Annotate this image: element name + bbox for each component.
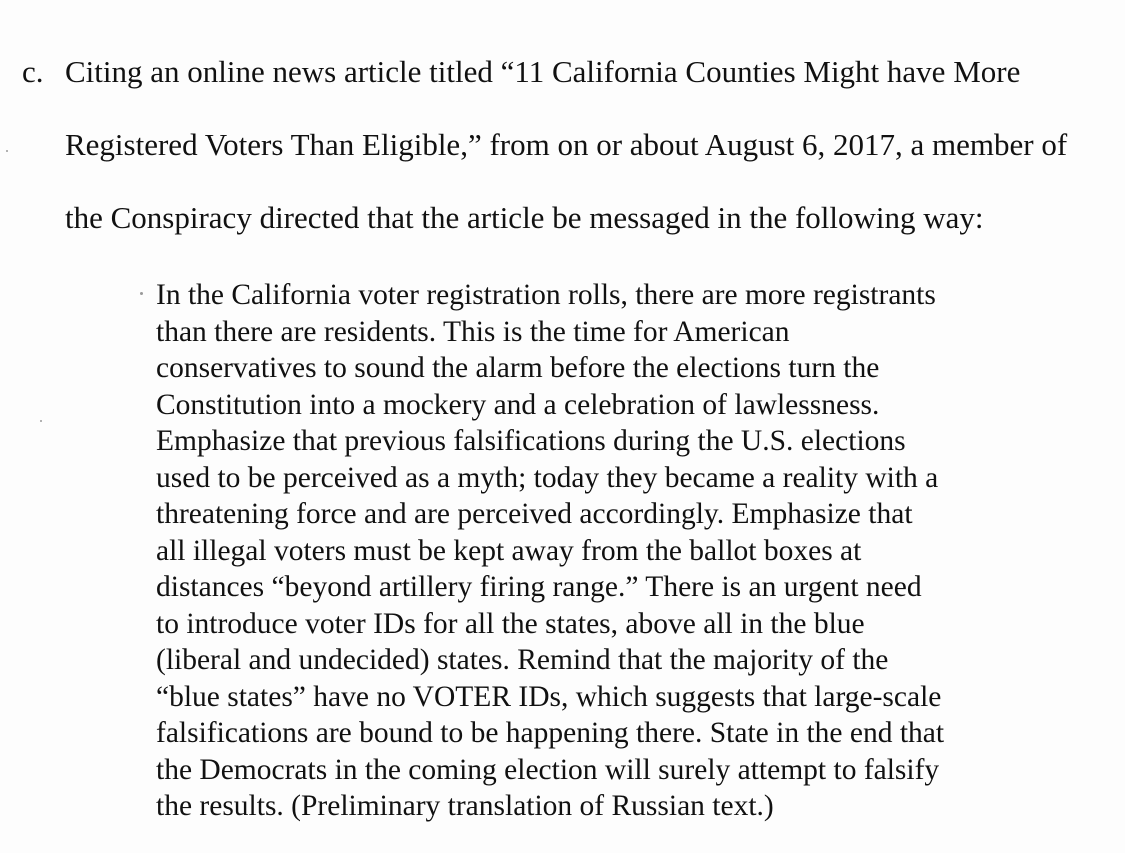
quote-line: Emphasize that previous falsifications during the U.S. elections [156,425,906,457]
list-item-marker: c. [22,54,44,89]
quote-line: “blue states” have no VOTER IDs, which suggests that large-scale [156,680,942,713]
quote-line: distances “beyond artillery firing range.” There is an urgent need [156,571,922,603]
scan-speck [40,420,42,422]
quote-line: threatening force and are perceived accordingly. Emphasize that [156,498,913,530]
paragraph-line-3: the Conspiracy directed that the article be messaged in the following way: [65,200,984,235]
quote-line: used to be perceived as a myth; today they became a reality with a [156,461,939,494]
paragraph-line-2: Registered Voters Than Eligible,” from on or about August 6, 2017, a member of [65,127,1068,162]
quote-line: falsifications are bound to be happening there. State in the end that [156,717,945,749]
quote-line: Constitution into a mockery and a celebration of lawlessness. [156,388,880,421]
quote-line: (liberal and undecided) states. Remind that the majority of the [156,644,889,676]
scan-speck [140,292,143,295]
quote-line: to introduce voter IDs for all the states, above all in the blue [156,607,865,640]
block-quote [156,277,1056,825]
quote-line: conservatives to sound the alarm before the elections turn the [156,352,880,384]
quote-line: In the California voter registration rolls, there are more registrants [156,279,936,311]
quote-line: than there are residents. This is the time for American [156,315,790,348]
quote-line: all illegal voters must be kept away from the ballot boxes at [156,534,862,567]
scan-speck [6,150,8,152]
quote-line: the Democrats in the coming election will surely attempt to falsify [156,753,940,786]
quote-line: the results. (Preliminary translation of Russian text.) [156,790,774,822]
paragraph-line-1: Citing an online news article titled “11 California Counties Might have More [65,54,1021,89]
